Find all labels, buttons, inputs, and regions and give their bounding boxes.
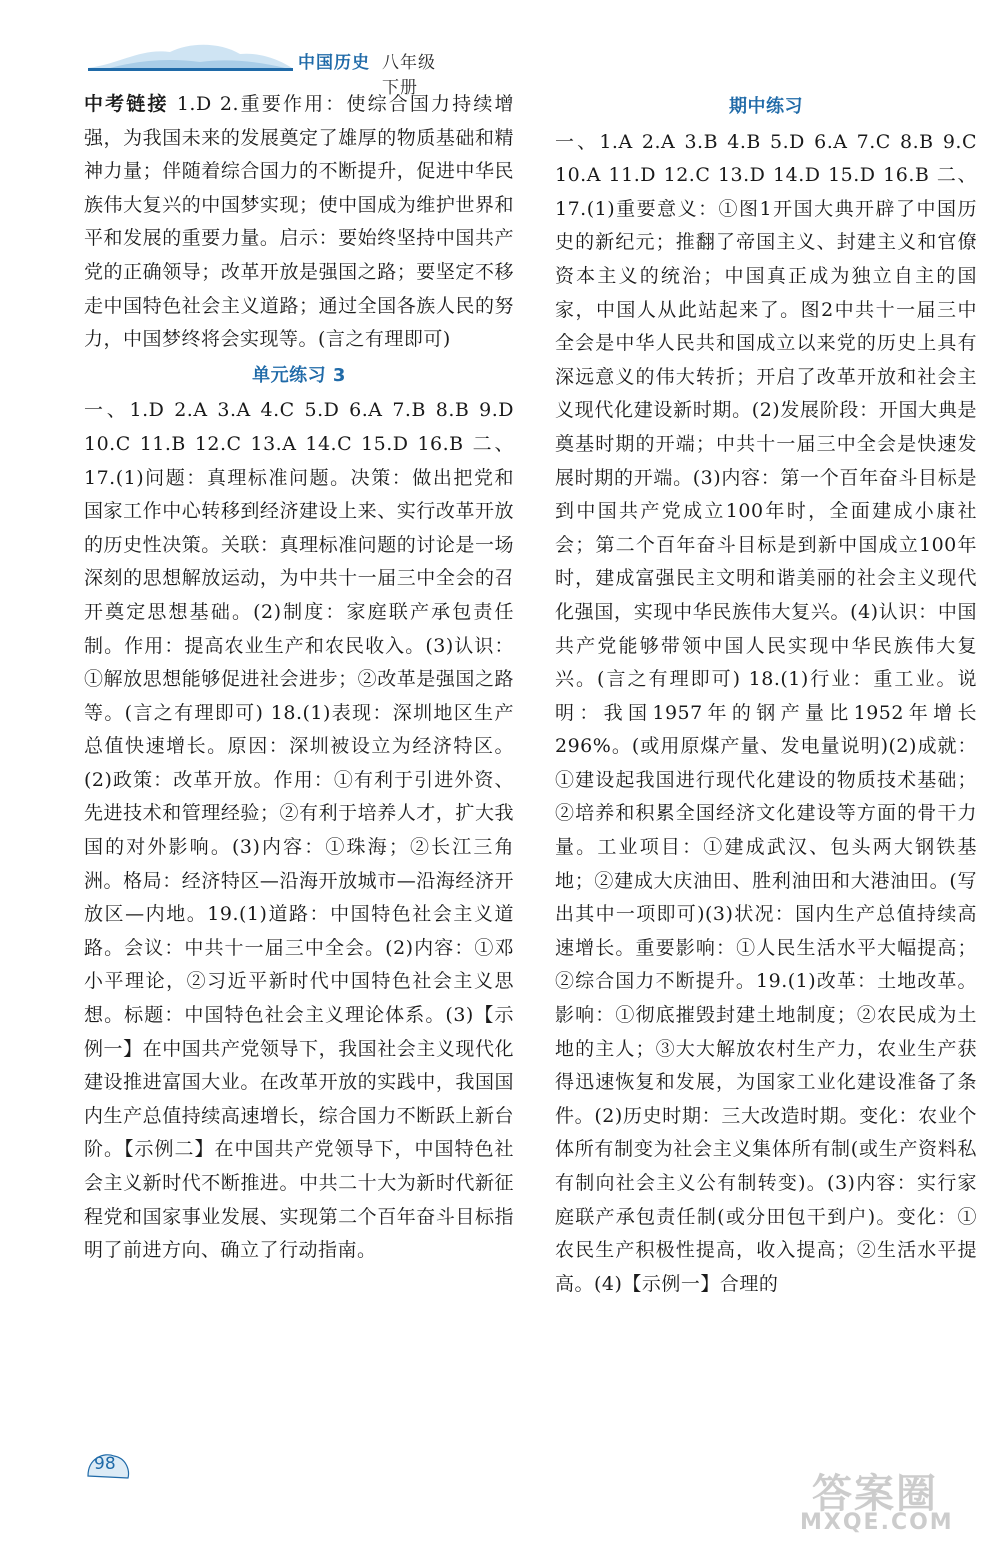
page-number: 98 xyxy=(94,1454,116,1474)
midterm-text: 一、1.A 2.A 3.B 4.B 5.D 6.A 7.C 8.B 9.C 10.A 11.D 12.C 13.D 14.D 15.D 16.B 二、17.(1)重要意义：①图1开国大典开辟了中国历史的新纪元；推翻了帝国主义、封建主义和官僚资本主义的统治；中国真正成为独立自主的国家，中国人从此站起来了。图2中共十一届三中全会是中华人民共和国成立以来党的历史上具有深远意义的伟大转折；开启了改革开放和社会主义现代化建设新时期。(2)发展阶段：开国大典是奠基时期的开端；中共十一届三中全会是快速发展时期的开端。(3)内容：第一个百年奋斗目标是到中国共产党成立100年时，全面建成小康社会；第二个百年奋斗目标是到新中国成立100年时，建成富强民主文明和谐美丽的社会主义现代化强国，实现中华民族伟大复兴。(4)认识：中国共产党能够带领中国人民实现中华民族伟大复兴。(言之有理即可) 18.(1)行业：重工业。说明：我国1957年的钢产量比1952年增长296%。(或用原煤产量、发电量说明)(2)成就：①建设起我国进行现代化建设的物质技术基础；②培养和积累全国经济文化建设等方面的骨干力量。工业项目：①建成武汉、包头两大钢铁基地；②建成大庆油田、胜利油田和大港油田。(写出其中一项即可)(3)状况：国内生产总值持续高速增长。重要影响：①人民生活水平大幅提高；②综合国力不断提升。19.(1)改革：土地改革。影响：①彻底摧毁封建土地制度；②农民成为土地的主人；③大大解放农村生产力，农业生产获得迅速恢复和发展，为国家工业化建设准备了条件。(2)历史时期：三大改造时期。变化：农业个体所有制变为社会主义集体所有制(或生产资料私有制向社会主义公有制转变)。(3)内容：实行家庭联产承包责任制(或分田包干到户)。变化：①农民生产积极性提高，收入提高；②生活水平提高。(4)【示例一】合理的 xyxy=(555,130,977,1295)
watermark-url: MXQE.COM xyxy=(800,1510,954,1535)
mountain-cloud-logo-icon xyxy=(80,38,295,78)
left-column xyxy=(84,88,514,1268)
right-column xyxy=(555,88,977,1301)
page-header xyxy=(80,38,440,98)
page-number-badge xyxy=(84,1448,132,1482)
zhongkao-paragraph xyxy=(84,88,514,357)
unit3-title: 单元练习 3 xyxy=(252,364,346,386)
midterm-title: 期中练习 xyxy=(729,96,803,117)
watermark xyxy=(790,1462,990,1540)
zhongkao-text: 1.D 2.重要作用：使综合国力持续增强，为我国未来的发展奠定了雄厚的物质基础和精神力量；伴随着综合国力的不断提升，促进中华民族伟大复兴的中国梦实现；使中国成为维护世界和平和发展的重要力量。启示：要始终坚持中国共产党的正确领导；改革开放是强国之路；要坚定不移走中国特色社会主义道路；通过全国各族人民的努力，中国梦终将会实现等。(言之有理即可) xyxy=(84,93,514,351)
watermark-main: 答案圈 xyxy=(812,1471,938,1517)
grade-label: 八年级下册 xyxy=(382,53,436,98)
subject-title: 中国历史 xyxy=(298,53,370,73)
zhongkao-label: 中考链接 xyxy=(84,93,169,115)
unit3-text: 一、1.D 2.A 3.A 4.C 5.D 6.A 7.B 8.B 9.D 10.C 11.B 12.C 13.A 14.C 15.D 16.B 二、17.(1)问题：真理标准问题。决策：做出把党和国家工作中心转移到经济建设上来、实行改革开放的历史性决策。关联：真理标准问题的讨论是一场深刻的思想解放运动，为中共十一届三中全会的召开奠定思想基础。(2)制度：家庭联产承包责任制。作用：提高农业生产和农民收入。(3)认识：①解放思想能够促进社会进步；②改革是强国之路等。(言之有理即可) 18.(1)表现：深圳地区生产总值快速增长。原因：深圳被设立为经济特区。(2)政策：改革开放。作用：①有利于引进外资、先进技术和管理经验；②有利于培养人才，扩大我国的对外影响。(3)内容：①珠海；②长江三角洲。格局：经济特区—沿海开放城市—沿海经济开放区—内地。19.(1)道路：中国特色社会主义道路。会议：中共十一届三中全会。(2)内容：①邓小平理论，②习近平新时代中国特色社会主义思想。标题：中国特色社会主义理论体系。(3)【示例一】在中国共产党领导下，我国社会主义现代化建设推进富国大业。在改革开放的实践中，我国国内生产总值持续高速增长，综合国力不断跃上新台阶。【示例二】在中国共产党领导下，中国特色社会主义新时代不断推进。中共二十大为新时代新征程党和国家事业发展、实现第二个百年奋斗目标指明了前进方向、确立了行动指南。 xyxy=(84,399,514,1262)
